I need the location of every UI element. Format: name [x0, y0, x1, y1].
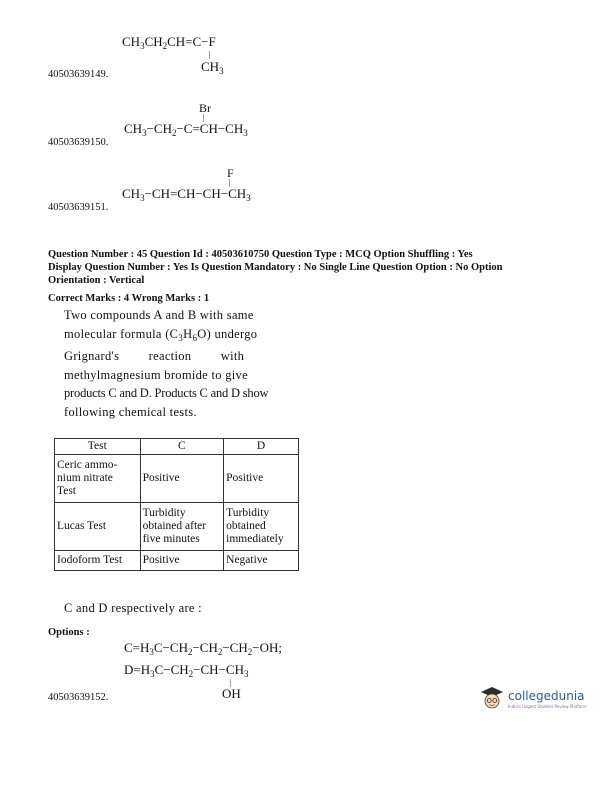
table-row [55, 503, 299, 551]
option-151-bond: | [229, 178, 231, 187]
d-result-cell: Turbidity obtained immediately [224, 503, 299, 551]
option-149-formula: $CH_3CH_2CH=C-F$ [122, 34, 216, 51]
question-text: Two compounds A and B with same molecular formula $(C_3H_6O)$ undergo Grignard's reaction with methylmagnesium bromide to give products C and D. Products C and D show following chemical tests. [64, 308, 269, 419]
option-151-formula: $CH_3-CH=CH-CH-CH_3$ [122, 186, 251, 203]
option-152-branch: OH [222, 686, 241, 701]
c-result-cell: Turbidity obtained after five minutes [140, 503, 224, 551]
table-row [55, 455, 299, 503]
option-152-line2: $D=H_3C-CH_2-CH-CH_3$ [124, 662, 249, 679]
graduate-mascot-icon [478, 684, 506, 712]
option-150-formula: $CH_3-CH_2-C=CH-CH_3$ [124, 121, 248, 138]
option-150-substituent: Br [199, 101, 211, 115]
question-meta: Question Number : 45 Question Id : 40503610750 Question Type : MCQ Option Shuffling : Yes Display Question Number : Yes Is Question Mandatory : No Single Line Question Option : No Option Orientation : Vertical [48, 249, 503, 286]
test-cell: Lucas Test [55, 503, 141, 551]
c-result-cell: Positive [140, 551, 224, 571]
option-149-branch: $CH_3$ [201, 59, 224, 76]
logo-tagline: India's largest Student Review Platform [508, 704, 587, 709]
d-result-cell: Positive [224, 455, 299, 503]
header-c: C [140, 439, 224, 455]
collegedunia-logo [478, 684, 598, 714]
c-result-cell: Positive [140, 455, 224, 503]
test-cell: Iodoform Test [55, 551, 141, 571]
option-151-substituent: F [227, 166, 234, 180]
table-header-row [55, 439, 299, 455]
table-row [55, 551, 299, 571]
option-151-id: 40503639151. [48, 202, 109, 213]
header-test: Test [55, 439, 141, 455]
test-cell: Ceric ammo- nium nitrate Test [55, 455, 141, 503]
option-149-id: 40503639149. [48, 69, 109, 80]
d-result-cell: Negative [224, 551, 299, 571]
option-150-id: 40503639150. [48, 137, 109, 148]
option-150-bond: | [203, 113, 205, 122]
question-marks: Correct Marks : 4 Wrong Marks : 1 [48, 293, 210, 304]
option-152-line1: $C=H_3C-CH_2-CH_2-CH_2-OH$; [124, 640, 282, 657]
option-152-id: 40503639152. [48, 692, 109, 703]
option-149-branch-bond: | [209, 50, 211, 59]
logo-wordmark: collegedunia [508, 689, 585, 703]
header-d: D [224, 439, 299, 455]
chemical-tests-table [54, 438, 299, 571]
option-152-branch-bond: | [230, 678, 232, 687]
options-label: Options : [48, 627, 90, 638]
question-prompt: C and D respectively are : [64, 601, 202, 615]
